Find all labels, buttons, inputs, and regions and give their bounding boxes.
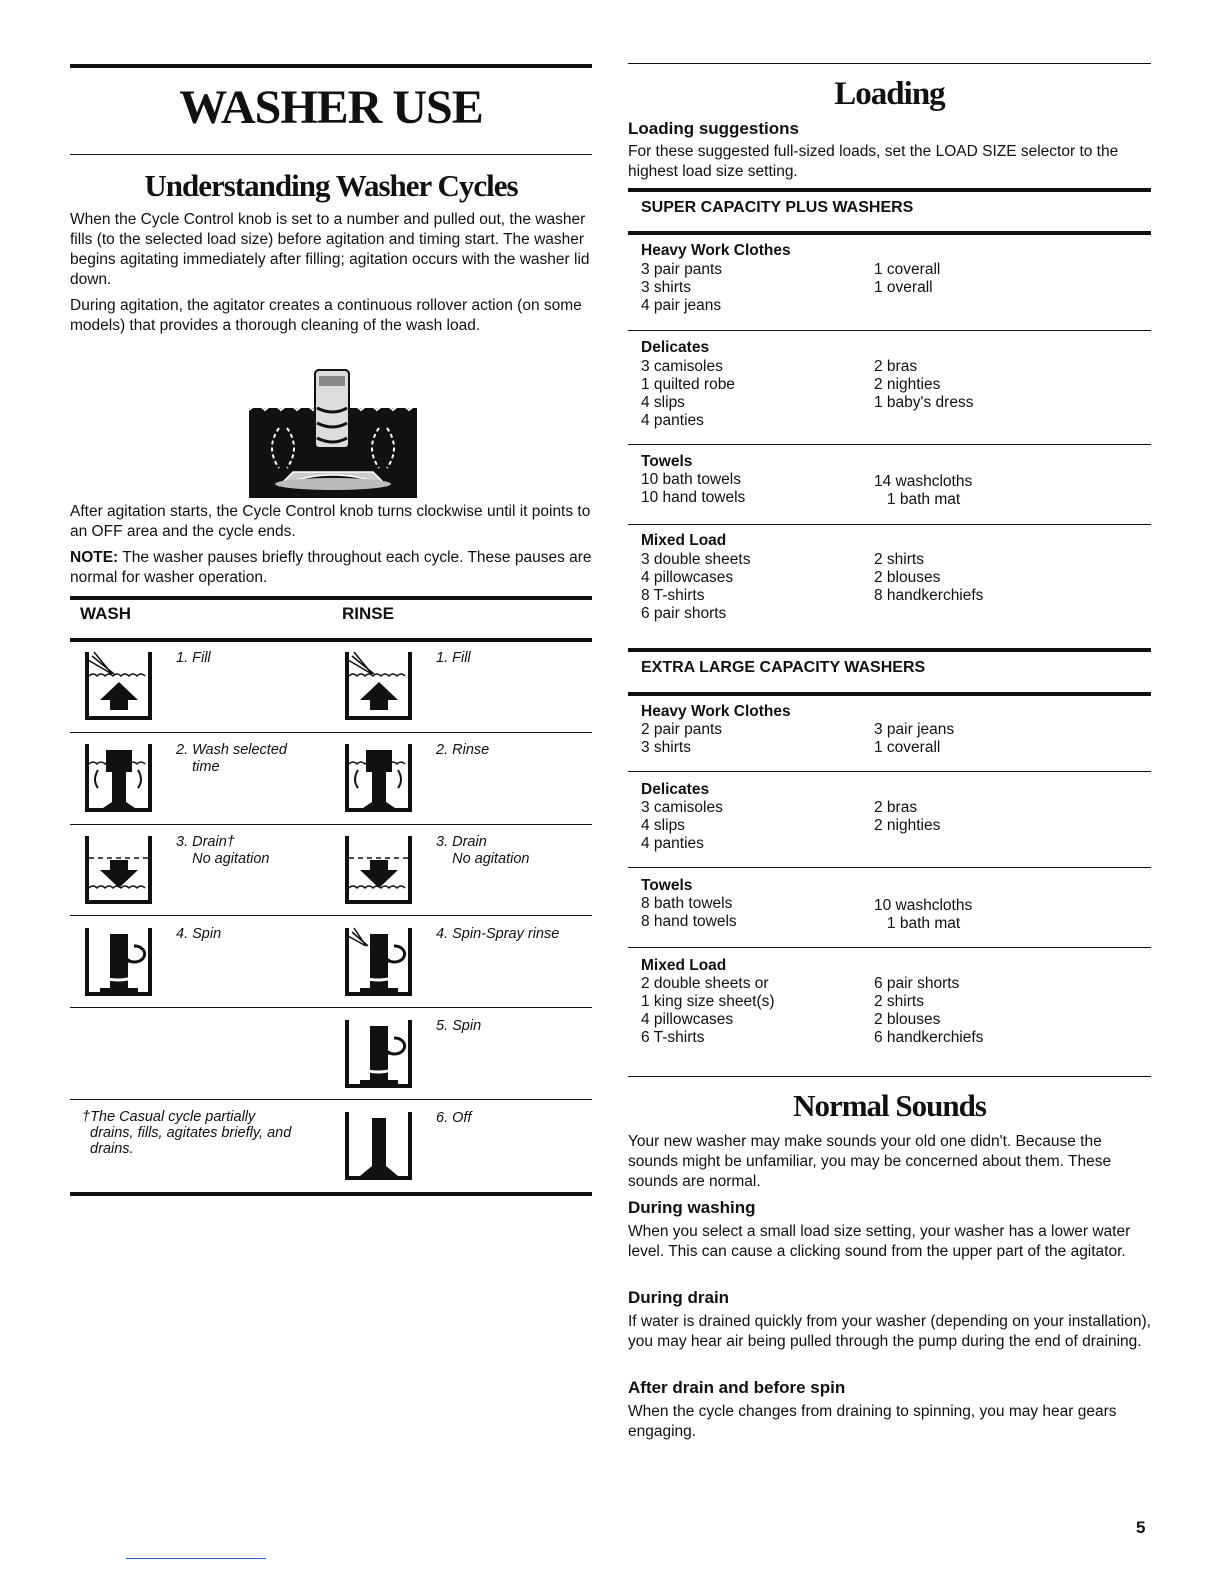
cycle-table-top-rule [70,596,592,600]
divider [628,1076,1151,1077]
list-item: 2 blouses [874,1011,941,1028]
list-item: 4 pillowcases [641,1011,734,1028]
extra-table-top-rule [628,648,1151,652]
extra-mixed-col2 [874,975,983,1047]
list-item: 8 T-shirts [641,587,705,604]
extra-heavy-col2 [874,721,954,757]
list-item: 14 washcloths [874,473,973,490]
during-drain-text: If water is drained quickly from your washer (depending on your installation), you may hear air being pulled through the pump during the end of draining. [628,1313,1151,1350]
super-towels-col2 [874,473,972,509]
intro-paragraph: When the Cycle Control knob is set to a number and pulled out, the washer fills (to the selected load size) before agitation and timing start. The washer begins agitating immediately after filling; agitation occurs with the washer lid down. [70,211,590,288]
cycle-row-divider [70,732,592,733]
list-item: 10 bath towels [641,471,741,488]
super-heavy-col1 [641,261,722,315]
cycle-row-divider [70,1007,592,1008]
list-item: 4 panties [641,835,704,852]
rinse-step-5-label: 5. Spin [436,1018,482,1034]
super-mixed-col1 [641,551,750,623]
rinse-step-3-label: 3. Drain No agitation [436,834,530,867]
spin-spray-icon [344,924,414,1000]
list-item: 2 nighties [874,376,941,393]
during-washing-heading: During washing [628,1198,756,1217]
list-item: 1 overall [874,279,933,296]
top-rule [628,63,1151,64]
list-item: 2 pair pants [641,721,722,738]
rinse-step-2-label: 2. Rinse [436,742,490,758]
list-item: 10 washcloths [874,897,973,914]
top-rule [70,64,592,68]
fill-icon [344,648,414,724]
divider [70,154,592,155]
list-item: 2 double sheets or [641,975,769,992]
wash-step-3-label: 3. Drain† No agitation [176,834,270,867]
list-item: 3 pair pants [641,261,722,278]
wash-header: WASH [80,604,131,623]
list-item: 10 hand towels [641,489,746,506]
super-delicates-col1 [641,358,735,430]
super-delicates-title: Delicates [641,339,710,356]
list-item: 3 double sheets [641,551,751,568]
extra-towels-title: Towels [641,877,693,894]
extra-heavy-title: Heavy Work Clothes [641,703,791,720]
during-drain-heading: During drain [628,1288,730,1307]
wash-step-4-label: 4. Spin [176,926,222,942]
extra-towels-col1 [641,895,737,931]
super-towels-col1 [641,471,745,507]
section-title-sounds: Normal Sounds [793,1088,986,1123]
after-agitation-paragraph: After agitation starts, the Cycle Control knob turns clockwise until it points to an OFF area and the cycle ends. [70,503,591,540]
list-item: 4 panties [641,412,704,429]
rinse-icon [344,740,414,816]
during-washing-text: When you select a small load size setting, your washer has a lower water level. This can cause a clicking sound from the upper part of the agitator. [628,1223,1131,1260]
off-icon [344,1108,414,1184]
list-item: 3 camisoles [641,799,723,816]
extra-delicates-col1 [641,799,723,853]
cycle-row-divider [70,824,592,825]
page-number: 5 [1136,1518,1146,1537]
group-divider [628,947,1151,948]
after-drain-text: When the cycle changes from draining to spinning, you may hear gears engaging. [628,1403,1117,1440]
spin-icon [344,1016,414,1092]
cycle-row-divider [70,915,592,916]
super-heavy-title: Heavy Work Clothes [641,242,791,259]
extra-mixed-col1 [641,975,775,1047]
list-item: 1 coverall [874,261,941,278]
list-item: 1 baby's dress [874,394,974,411]
list-item: 2 bras [874,799,918,816]
list-item: 8 bath towels [641,895,733,912]
casual-cycle-footnote: †The Casual cycle partially drains, fills, agitates briefly, and drains. [82,1109,292,1157]
super-mixed-title: Mixed Load [641,532,727,549]
list-item: 3 shirts [641,739,691,756]
list-item: 2 blouses [874,569,941,586]
rinse-step-4-label: 4. Spin-Spray rinse [436,926,560,942]
extra-capacity-title: EXTRA LARGE CAPACITY WASHERS [641,659,926,676]
rinse-header: RINSE [342,604,394,623]
list-item: 8 handkerchiefs [874,587,984,604]
extra-mixed-title: Mixed Load [641,957,727,974]
group-divider [628,330,1151,331]
cycle-table-bottom-rule [70,1192,592,1196]
wash-icon [84,740,154,816]
cycle-row-divider [70,1099,592,1100]
list-item: 1 bath mat [874,915,961,932]
extra-delicates-title: Delicates [641,781,710,798]
list-item: 4 pillowcases [641,569,734,586]
agitator-illustration-icon [249,368,417,498]
list-item: 2 shirts [874,551,924,568]
group-divider [628,771,1151,772]
super-heavy-col2 [874,261,940,297]
list-item: 4 pair jeans [641,297,722,314]
list-item: 1 king size sheet(s) [641,993,775,1010]
extra-delicates-col2 [874,799,940,835]
super-towels-title: Towels [641,453,693,470]
cycle-table-header-rule [70,638,592,642]
list-item: 8 hand towels [641,913,737,930]
super-delicates-col2 [874,358,973,412]
list-item: 4 slips [641,817,685,834]
list-item: 4 slips [641,394,685,411]
note-text: The washer pauses briefly throughout each cycle. These pauses are normal for washer operation. [70,549,592,586]
list-item: 3 shirts [641,279,691,296]
sounds-intro: Your new washer may make sounds your old one didn't. Because the sounds might be unfamiliar, you may be concerned about them. These sounds are normal. [628,1133,1112,1190]
list-item: 3 pair jeans [874,721,955,738]
fill-icon [84,648,154,724]
super-table-top-rule [628,188,1151,192]
after-drain-heading: After drain and before spin [628,1378,846,1397]
list-item: 6 pair shorts [874,975,960,992]
spin-icon [84,924,154,1000]
list-item: 2 bras [874,358,918,375]
list-item: 6 T-shirts [641,1029,705,1046]
super-capacity-title: SUPER CAPACITY PLUS WASHERS [641,199,914,216]
extra-table-header-rule [628,692,1151,696]
list-item: 2 shirts [874,993,924,1010]
list-item: 1 bath mat [874,491,961,508]
page-title: WASHER USE [179,81,483,134]
list-item: 3 camisoles [641,358,723,375]
note-label: NOTE: [70,549,119,566]
loading-intro: For these suggested full-sized loads, set the LOAD SIZE selector to the highest load size setting. [628,143,1119,180]
bottom-link-line [126,1558,266,1559]
group-divider [628,444,1151,445]
list-item: 6 handkerchiefs [874,1029,984,1046]
note-paragraph [70,548,592,588]
list-item: 2 nighties [874,817,941,834]
extra-heavy-col1 [641,721,722,757]
super-table-header-rule [628,231,1151,235]
agitation-paragraph: During agitation, the agitator creates a continuous rollover action (on some models) that provides a thorough cleaning of the wash load. [70,297,582,334]
drain-icon [344,832,414,908]
super-mixed-col2 [874,551,983,605]
section-title-cycles: Understanding Washer Cycles [144,168,518,203]
rinse-step-1-label: 1. Fill [436,650,471,666]
group-divider [628,524,1151,525]
loading-suggestions-heading: Loading suggestions [628,119,799,138]
wash-step-2-label: 2. Wash selected time [176,742,287,775]
list-item: 1 quilted robe [641,376,735,393]
list-item: 6 pair shorts [641,605,727,622]
rinse-step-6-label: 6. Off [436,1110,472,1126]
list-item: 1 coverall [874,739,941,756]
section-title-loading: Loading [834,76,945,112]
wash-step-1-label: 1. Fill [176,650,211,666]
group-divider [628,867,1151,868]
drain-icon [84,832,154,908]
extra-towels-col2 [874,897,972,933]
